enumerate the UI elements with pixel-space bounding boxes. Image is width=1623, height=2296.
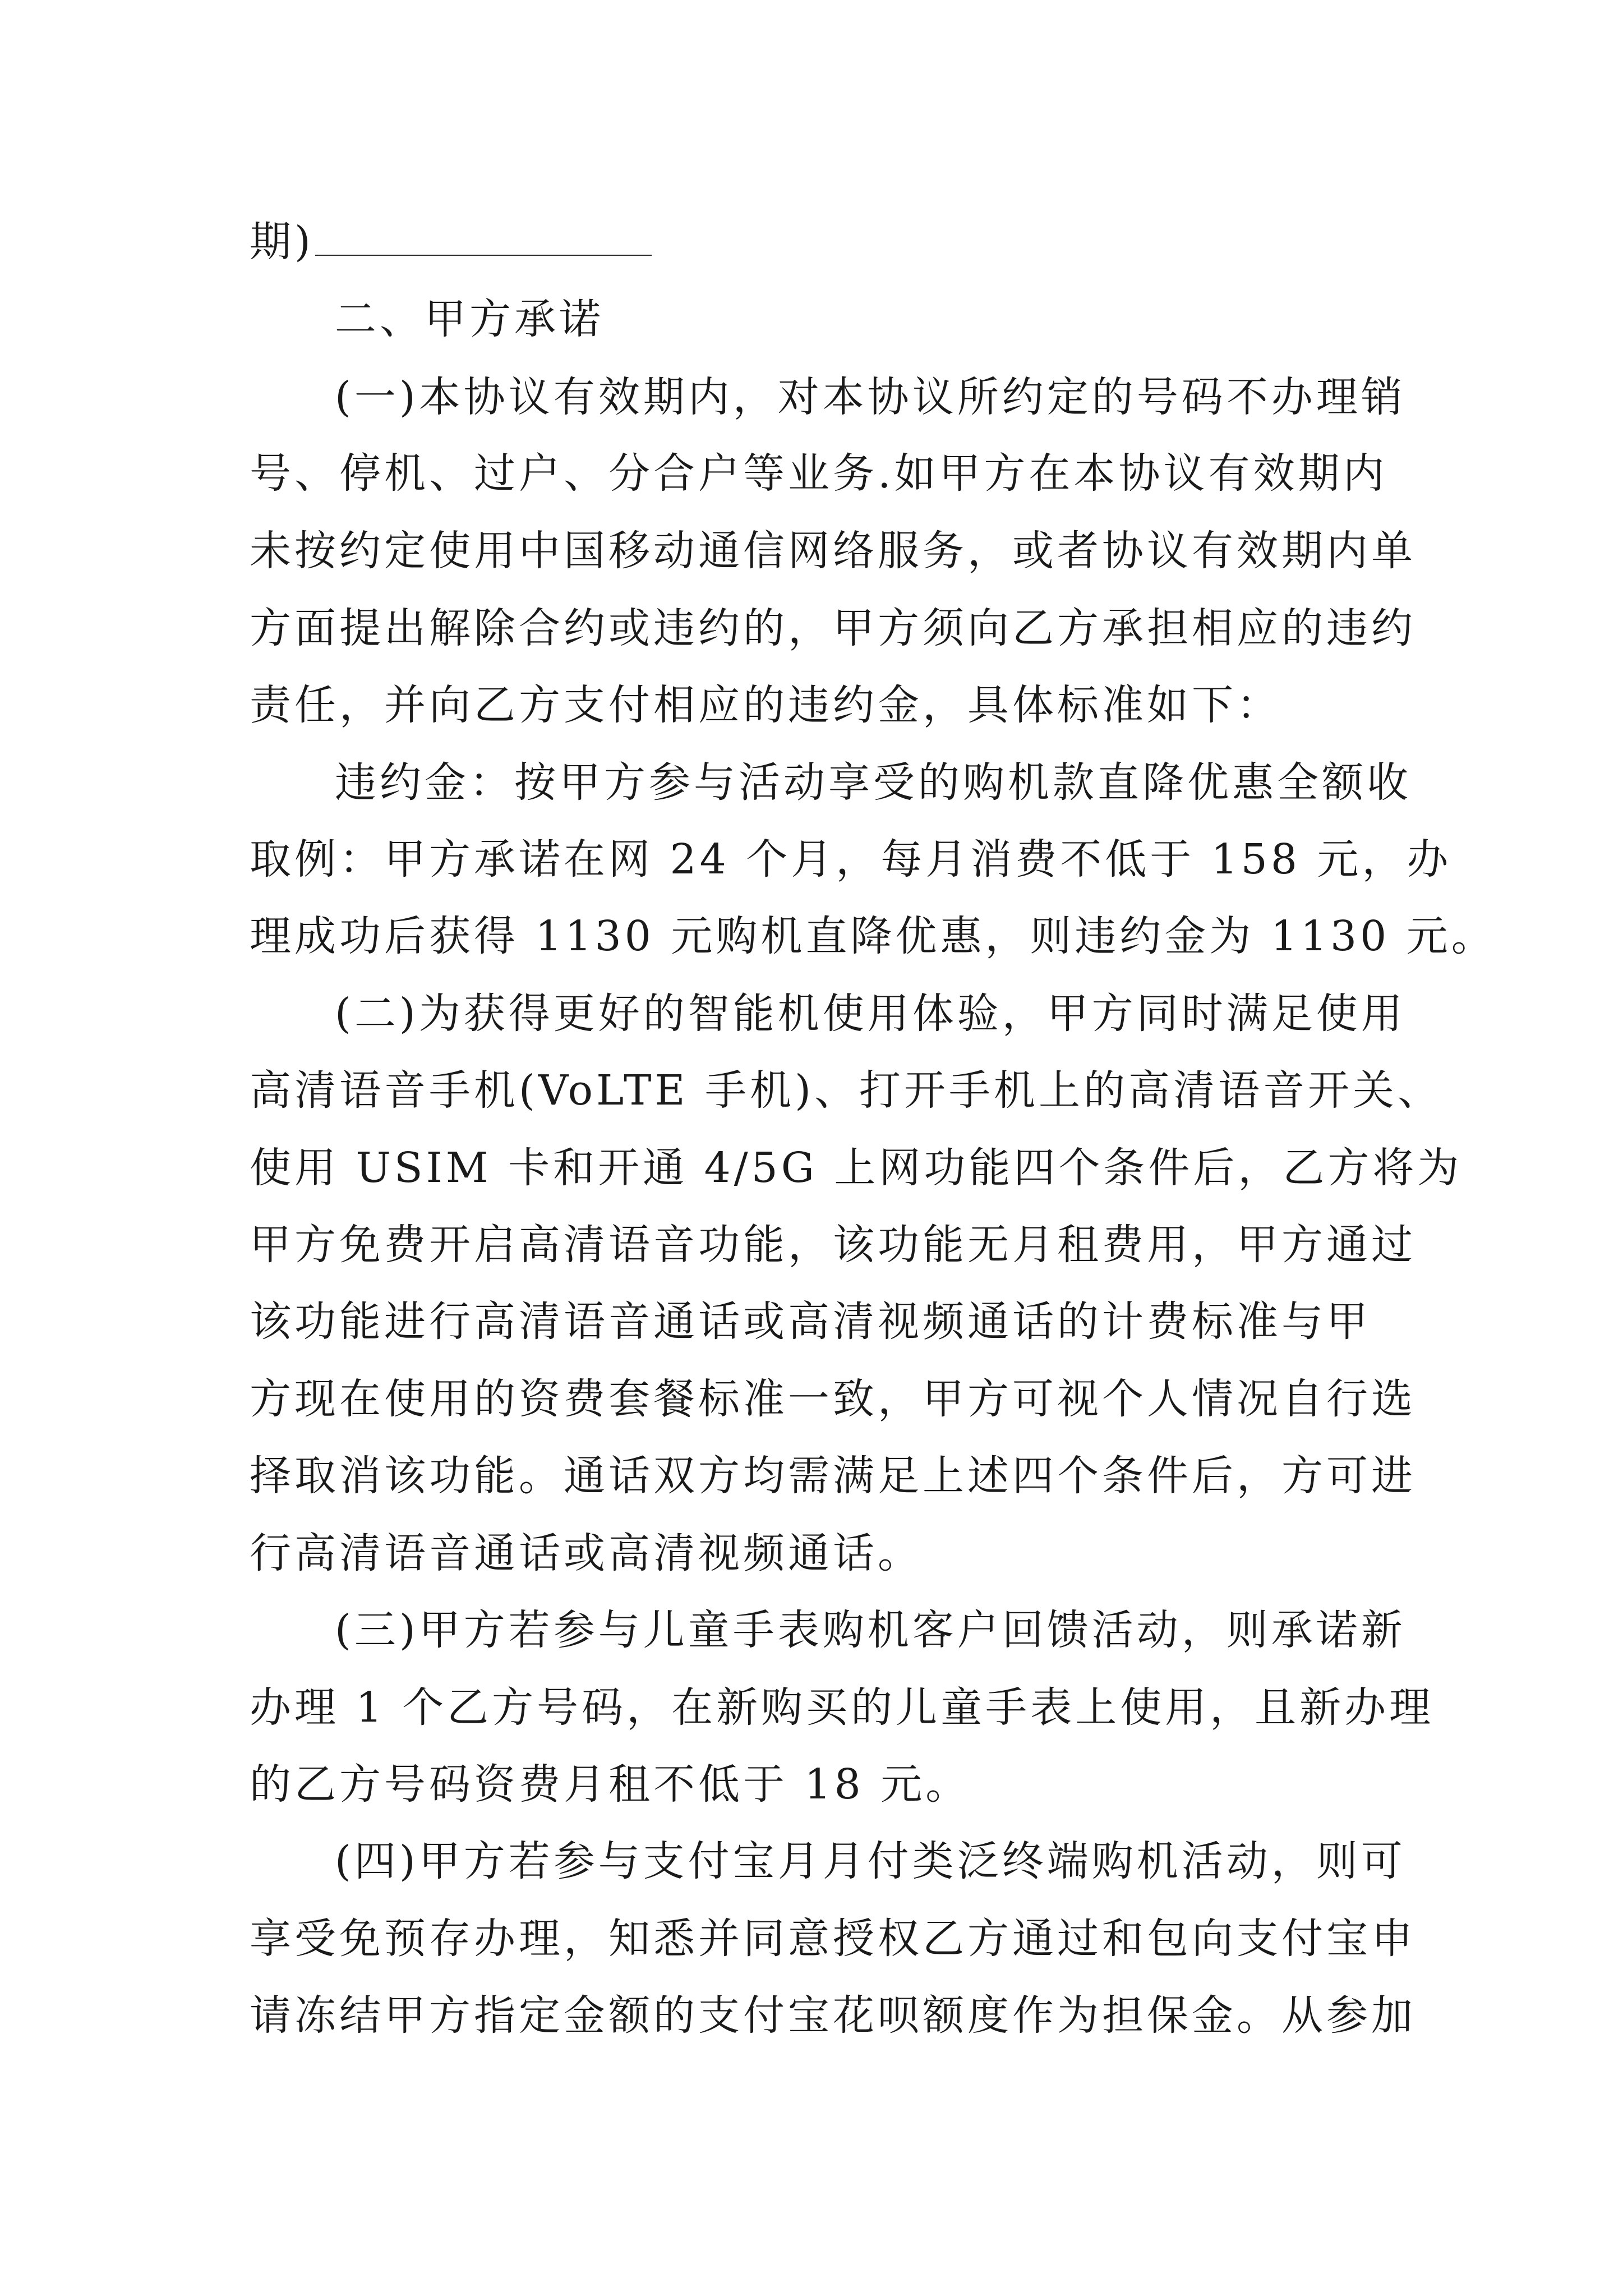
text-line: 请冻结甲方指定金额的支付宝花呗额度作为担保金。从参加 (250, 1991, 1416, 2040)
text-line: 取例：甲方承诺在网 24 个月，每月消费不低于 158 元，办 (250, 835, 1452, 884)
text-line: 违约金：按甲方参与活动享受的购机款直降优惠全额收 (335, 758, 1412, 807)
text-line: (三)甲方若参与儿童手表购机客户回馈活动，则承诺新 (335, 1606, 1406, 1654)
text-line: 责任，并向乙方支付相应的违约金，具体标准如下： (250, 681, 1281, 729)
text-line: (四)甲方若参与支付宝月月付类泛终端购机活动，则可 (335, 1837, 1406, 1885)
section-heading: 二、甲方承诺 (335, 295, 604, 343)
text-line: 未按约定使用中国移动通信网络服务，或者协议有效期内单 (250, 527, 1416, 575)
text-line: 择取消该功能。通话双方均需满足上述四个条件后，方可进 (250, 1452, 1416, 1500)
text-line: 使用 USIM 卡和开通 4/5G 上网功能四个条件后，乙方将为 (250, 1144, 1463, 1192)
text-line: 理成功后获得 1130 元购机直降优惠，则违约金为 1130 元。 (250, 912, 1496, 960)
text-line: 享受免预存办理，知悉并同意授权乙方通过和包向支付宝申 (250, 1915, 1416, 1963)
text-line: (二)为获得更好的智能机使用体验，甲方同时满足使用 (335, 990, 1406, 1038)
text-line: (一)本协议有效期内，对本协议所约定的号码不办理销 (335, 373, 1406, 421)
text-line: 办理 1 个乙方号码，在新购买的儿童手表上使用，且新办理 (250, 1683, 1435, 1732)
text-line: 的乙方号码资费月租不低于 18 元。 (250, 1760, 971, 1809)
text-line: 方现在使用的资费套餐标准一致，甲方可视个人情况自行选 (250, 1375, 1416, 1423)
text-line: 行高清语音通话或高清视频通话。 (250, 1529, 923, 1577)
text-line: 号、停机、过户、分合户等业务.如甲方在本协议有效期内 (250, 449, 1388, 498)
text-line-content: 期) (250, 218, 314, 266)
blank-underline (315, 221, 652, 256)
text-line: 甲方免费开启高清语音功能，该功能无月租费用，甲方通过 (250, 1221, 1416, 1269)
text-line: 该功能进行高清语音通话或高清视频通话的计费标准与甲 (250, 1297, 1371, 1346)
text-line (250, 217, 652, 267)
text-line: 方面提出解除合约或违约的，甲方须向乙方承担相应的违约 (250, 604, 1416, 652)
text-line: 高清语音手机(VoLTE 手机)、打开手机上的高清语音开关、 (250, 1066, 1442, 1115)
